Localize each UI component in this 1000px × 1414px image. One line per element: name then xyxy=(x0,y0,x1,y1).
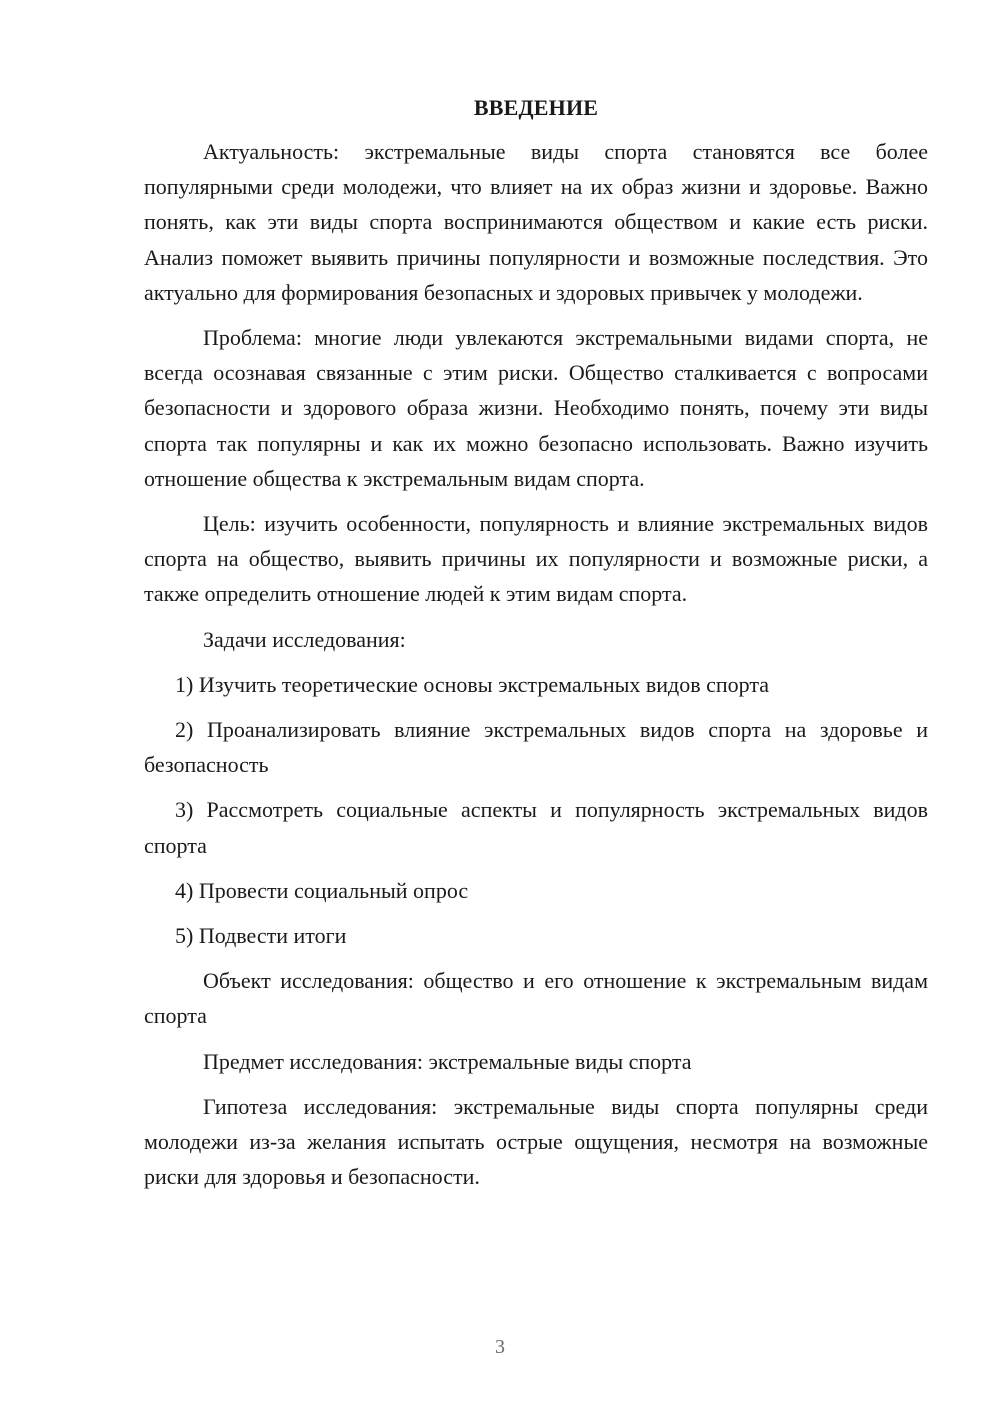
document-page xyxy=(144,88,928,1204)
tasks-heading: Задачи исследования: xyxy=(203,626,406,652)
page-number: 3 xyxy=(495,1336,505,1358)
section-title: ВВЕДЕНИЕ xyxy=(473,95,599,120)
task-item-5: 5) Подвести итоги xyxy=(175,923,347,949)
hypothesis-paragraph: Гипотеза исследования: экстремальные виды спорта популярны среди молодежи из-за желания испытать острые ощущения, несмотря на возможные риски для здоровья и безопасности. xyxy=(144,1093,928,1190)
task-item-3: 3) Рассмотреть социальные аспекты и популярность экстремальных видов спорта xyxy=(144,797,928,858)
object-paragraph: Объект исследования: общество и его отношение к экстремальным видам спорта xyxy=(144,968,928,1029)
goal-paragraph: Цель: изучить особенности, популярность и влияние экстремальных видов спорта на общество, выявить причины их популярности и возможные риски, а также определить отношение людей к этим видам спорта. xyxy=(144,511,928,607)
task-item-4: 4) Провести социальный опрос xyxy=(175,877,469,903)
relevance-paragraph: Актуальность: экстремальные виды спорта становятся все более популярными среди молодежи, что влияет на их образ жизни и здоровье. Важно понять, как эти виды спорта воспринимаются обществом и какие есть риски. Анализ поможет выявить причины популярности и возможные последствия. Это актуально для формирования безопасных и здоровых привычек у молодежи. xyxy=(144,139,928,305)
task-item-1: 1) Изучить теоретические основы экстремальных видов спорта xyxy=(175,671,770,697)
task-item-2: 2) Проанализировать влияние экстремальных видов спорта на здоровье и безопасность xyxy=(144,717,928,778)
subject-paragraph: Предмет исследования: экстремальные виды спорта xyxy=(203,1048,692,1074)
problem-paragraph: Проблема: многие люди увлекаются экстремальными видами спорта, не всегда осознавая связанные с этим риски. Общество сталкивается с вопросами безопасности и здорового образа жизни. Необходимо понять, почему эти виды спорта так популярны и как их можно безопасно использовать. Важно изучить отношение общества к экстремальным видам спорта. xyxy=(144,325,928,491)
